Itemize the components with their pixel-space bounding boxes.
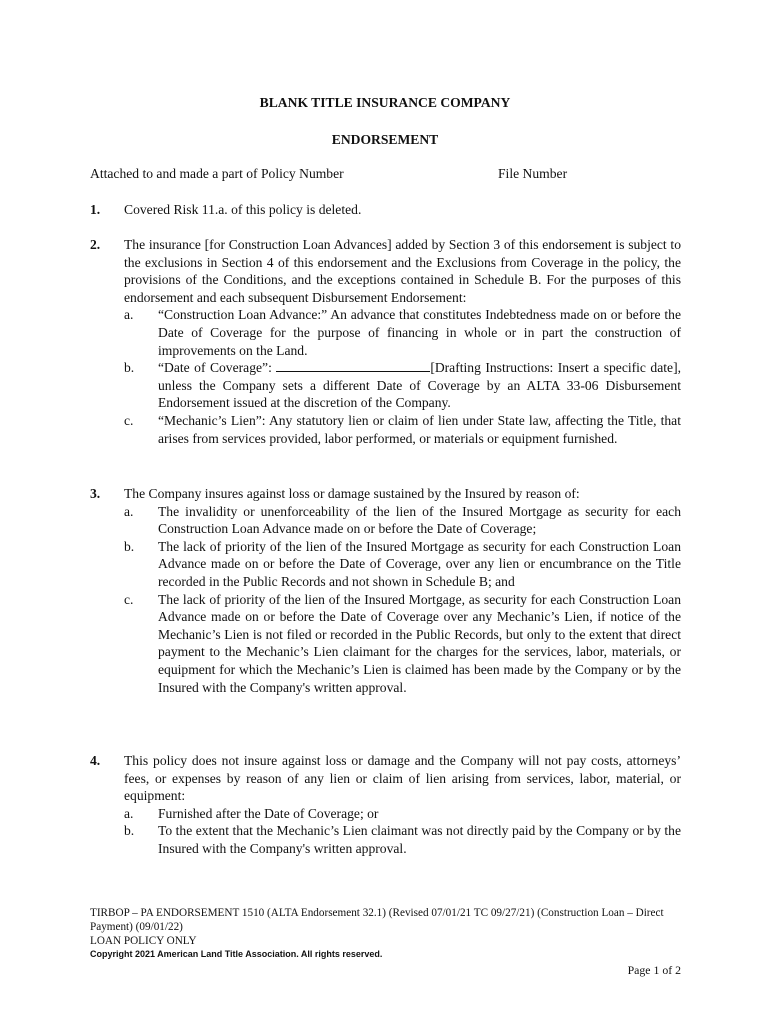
list-item xyxy=(124,359,681,412)
section-number: 3. xyxy=(90,486,101,501)
section-intro: This policy does not insure against loss or damage and the Company will not pay costs, attorneys’ fees, or expenses by reason of any lien or claim of lien arising from services, labor, material, or equipment: xyxy=(124,753,681,804)
item-label: b. xyxy=(124,538,135,554)
item-label: c. xyxy=(124,412,134,428)
item-text: “Construction Loan Advance:” An advance that constitutes Indebtedness made on or before the Date of Coverage for the purpose of financing in whole or in part the construction of improvements on the Land. xyxy=(158,307,681,358)
item-text-pre: “Date of Coverage”: xyxy=(158,360,277,376)
document-type: ENDORSEMENT xyxy=(331,132,439,147)
section-text: Covered Risk 11.a. of this policy is deleted. xyxy=(124,202,362,217)
item-label: b. xyxy=(124,360,135,376)
section-number: 2. xyxy=(90,237,101,252)
page-number: Page 1 of 2 xyxy=(627,963,681,977)
section-number: 4. xyxy=(90,753,101,768)
copyright-notice: Copyright 2021 American Land Title Association. All rights reserved. xyxy=(90,949,383,959)
section-2 xyxy=(90,236,681,447)
list-item xyxy=(124,538,681,591)
item-text: The lack of priority of the lien of the Insured Mortgage as security for each Construction Loan Advance made on or before the Date of Coverage, over any lien or encumbrance on the Title recorded in the Public Records and not shown in Schedule B; and xyxy=(158,538,681,589)
section-intro: The Company insures against loss or damage sustained by the Insured by reason of: xyxy=(124,486,580,501)
list-item xyxy=(124,306,681,359)
list-item xyxy=(124,503,681,538)
footer xyxy=(90,906,681,960)
date-of-coverage-blank xyxy=(276,359,430,372)
list-item xyxy=(124,822,681,857)
item-text: “Mechanic’s Lien”: Any statutory lien or claim of lien under State law, affecting the Title, that arises from services provided, labor performed, or materials or equipment furnished. xyxy=(158,412,681,446)
section-number: 1. xyxy=(90,202,101,217)
list-item xyxy=(124,805,681,823)
list-item xyxy=(124,591,681,697)
item-label: c. xyxy=(124,591,134,607)
file-number-label: File Number xyxy=(498,166,568,181)
form-identifier: TIRBOP – PA ENDORSEMENT 1510 (ALTA Endorsement 32.1) (Revised 07/01/21 TC 09/27/21) (Construction Loan – Direct Payment) (09/01/22) xyxy=(90,907,664,933)
section-3 xyxy=(90,485,681,696)
item-text: The lack of priority of the lien of the Insured Mortgage, as security for each Construction Loan Advance made on or before the Date of Coverage over any Mechanic’s Lien, if notice of the Mechanic’s Lien is not filed or recorded in the Public Records, but only to the extent that direct payment to the Mechanic’s Lien claimant for the charges for the services, labor, materials, or equipment for which the Mechanic’s Lien is claimed has been made by the Company or by the Insured with the Company's written approval. xyxy=(158,591,681,695)
list-item xyxy=(124,412,681,447)
company-name: BLANK TITLE INSURANCE COMPANY xyxy=(259,95,511,110)
item-label: b. xyxy=(124,823,135,839)
policy-type-note: LOAN POLICY ONLY xyxy=(90,935,197,947)
section-intro: The insurance [for Construction Loan Advances] added by Section 3 of this endorsement is subject to the exclusions in Section 4 of this endorsement and the Exclusions from Coverage in the policy, the provisions of the Conditions, and the exceptions contained in Schedule B. For the purposes of this endorsement and each subsequent Disbursement Endorsement: xyxy=(124,237,681,305)
item-label: a. xyxy=(124,307,134,323)
policy-number-label: Attached to and made a part of Policy Number xyxy=(90,166,344,181)
item-label: a. xyxy=(124,805,134,821)
section-1 xyxy=(90,201,681,219)
item-label: a. xyxy=(124,503,134,519)
item-text-post: [Drafting Instructions: Insert a specific date], unless the Company sets a different Date of Coverage by an ALTA 33-06 Disbursement Endorsement issued at the discretion of the Company. xyxy=(158,360,681,411)
item-text: To the extent that the Mechanic’s Lien claimant was not directly paid by the Company or by the Insured with the Company's written approval. xyxy=(158,823,681,856)
section-4 xyxy=(90,752,681,858)
item-text: The invalidity or unenforceability of the lien of the Insured Mortgage as security for each Construction Loan Advance made on or before the Date of Coverage; xyxy=(158,503,681,537)
attachment-line xyxy=(90,165,690,183)
item-text: Furnished after the Date of Coverage; or xyxy=(158,805,379,821)
